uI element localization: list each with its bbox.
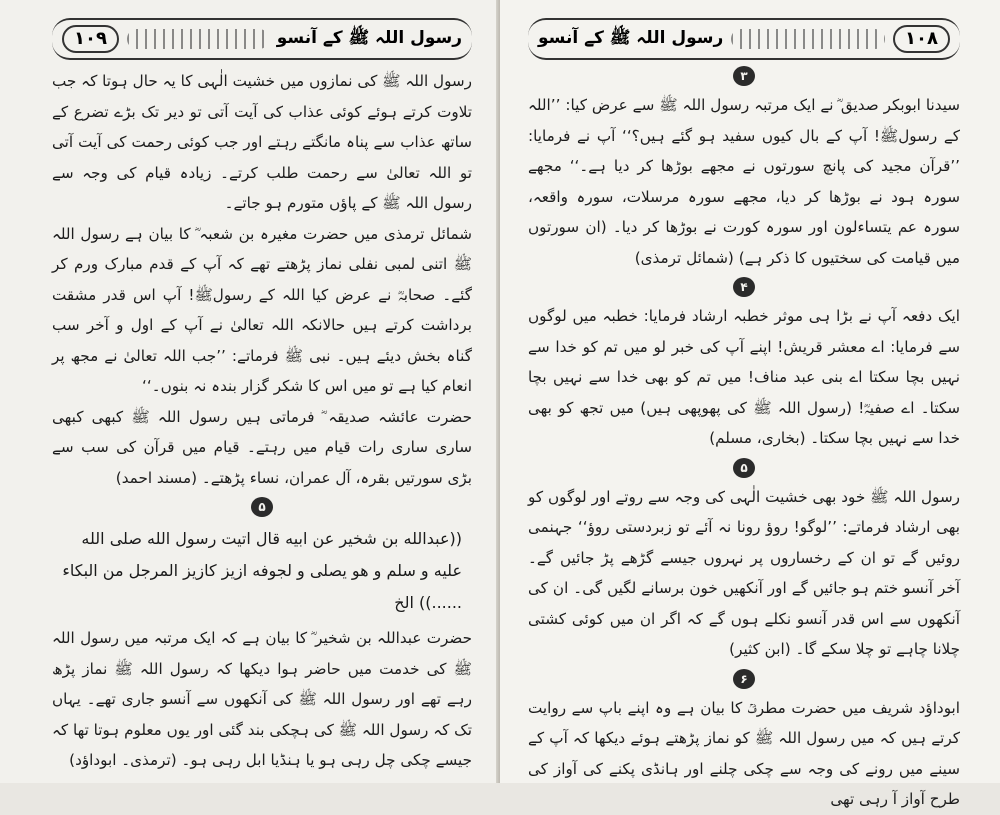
paragraph: رسول اللہ ﷺ خود بھی خشیت الٰہی کی وجہ سے روتے اور لوگوں کو بھی ارشاد فرماتے: ’’لوگو! روؤ رونا نہ آئے تو زبردستی روؤ‘‘ جہنمی روئیں گے تو ان کے رخساروں پر نہروں جیسے گڑھے پڑ جائیں گے۔ آخر آنسو ختم ہو جائیں گے اور آنکھیں خون برسانے لگیں گی۔ ان کی آنکھوں سے اس قدر آنسو نکلے ہوں گے کہ اگر ان میں کوئی کشتی چلانا چاہے تو چلا سکے گا۔ (ابن کثیر): [528, 487, 960, 658]
paragraph: شمائل ترمذی میں حضرت مغیرہ بن شعبہ ؓ کا بیان ہے رسول اللہ ﷺ اتنی لمبی نفلی نماز پڑھتے تھے کہ آپ کے قدم مبارک ورم کر گئے۔ صحابہؓ نے عرض کیا اللہ کے رسولﷺ! آپ اس قدر مشقت برداشت کرتے ہیں حالانکہ اللہ تعالیٰ نے آپ کے اول و آخر سب گناہ بخش دیئے ہیں۔ نبی ﷺ فرماتے: ’’جب اللہ تعالیٰ نے مجھ پر انعام کیا ہے تو میں اس کا شکر گزار بندہ نہ بنوں۔‘‘: [52, 224, 472, 395]
page-108: [500, 0, 1000, 808]
header-ornament: [731, 29, 885, 49]
section-marker: ۶: [528, 669, 960, 689]
section-marker: ۵: [52, 497, 472, 517]
paragraph: ایک دفعہ آپ نے بڑا ہی موثر خطبہ ارشاد فرمایا: خطبہ میں لوگوں سے فرمایا: اے معشر قریش! اپنے آپ کی خبر لو میں تم کو خدا سے نہیں بچا سکتا اے بنی عبد مناف! میں تم کو بھی خدا سے نہیں بچا سکتا۔ اے صفیہؓ! (رسول اللہ ﷺ کی پھوپھی ہیں) میں تجھ کو بھی خدا سے نہیں بچا سکتا۔ (بخاری، مسلم): [528, 307, 960, 447]
paragraph: حضرت عبداللہ بن شخیر ؓ کا بیان ہے کہ ایک مرتبہ میں رسول اللہ ﷺ کی خدمت میں حاضر ہوا دیکھا کہ رسول اللہ ﷺ نماز پڑھ رہے تھے اور رسول اللہ ﷺ کی آنکھوں سے آنسو جاری تھے۔ یہاں تک کہ رسول اللہ ﷺ کی ہچکی بند گئی اور یوں معلوم ہوتا تھا کہ جیسے چکی چل رہی ہو یا ہنڈیا ابل رہی ہو۔ (ترمذی۔ ابوداؤد): [52, 629, 472, 769]
paragraph: ابوداؤد شریف میں حضرت مطرفؒ کا بیان ہے وہ اپنے باپ سے روایت کرتے ہیں کہ میں رسول اللہ ﷺ کو نماز پڑھتے ہوئے دیکھا کہ آپ کے سینے میں رونے کی وجہ سے چکی چلنے اور ہانڈی پکنے کی آواز کی طرح آواز آ رہی تھی: [528, 698, 960, 808]
running-title: رسول اللہ ﷺ کے آنسو: [538, 27, 724, 48]
section-marker: ۳: [528, 66, 960, 86]
section-marker: ۴: [528, 277, 960, 297]
paragraph: سیدنا ابوبکر صدیق ؓ نے ایک مرتبہ رسول اللہ ﷺ سے عرض کیا: ’’اللہ کے رسولﷺ! آپ کے بال کیوں سفید ہو گئے ہیں؟‘‘ آپ نے فرمایا: ’’قرآن مجید کی پانچ سورتوں نے مجھے بوڑھا کر دیا ہے۔‘‘ مجھے سورہ ہود نے بوڑھا کر دیا، مجھے سورہ مرسلات، سورہ واقعہ، سورہ عم یتساءلون اور سورہ کورت نے بوڑھا کر دیا۔ (ان سورتوں میں قیامت کی سختیوں کا ذکر ہے) (شمائل ترمذی): [528, 96, 960, 267]
running-header: [52, 18, 472, 60]
page-number: ۱۰۸: [893, 25, 950, 53]
running-title: رسول اللہ ﷺ کے آنسو: [276, 27, 462, 48]
paragraph: حضرت عائشہ صدیقہ ؓ فرماتی ہیں رسول اللہ ﷺ کبھی کبھی ساری ساری رات قیام میں رہتے۔ قیام میں قرآن کی سب سے بڑی سورتیں بقرہ، آل عمران، نساء پڑھتے۔ (مسند احمد): [52, 407, 472, 487]
page-number: ۱۰۹: [62, 25, 119, 53]
page-109: [0, 0, 500, 783]
arabic-hadith: ((عبدالله بن شخير عن ابيه قال اتيت رسول الله صلى الله عليه و سلم و هو يصلى و لجوفه ازيز كازيز المرجل من البكاء ......)) الخ: [62, 529, 462, 612]
section-marker: ۵: [528, 458, 960, 478]
header-ornament: [127, 29, 269, 49]
running-header: [528, 18, 960, 60]
paragraph: رسول اللہ ﷺ کی نمازوں میں خشیت الٰہی کا یہ حال ہوتا کہ جب تلاوت کرتے ہوئے کوئی عذاب کی آیت آتی تو دیر تک بڑے تضرع کے ساتھ عذاب سے پناہ مانگتے رہتے اور جب کوئی رحمت کی آیت آتی تو اللہ تعالیٰ سے رحمت طلب کرتے۔ زیادہ قیام کی وجہ سے رسول اللہ ﷺ کے پاؤں متورم ہو جاتے۔: [52, 72, 472, 212]
